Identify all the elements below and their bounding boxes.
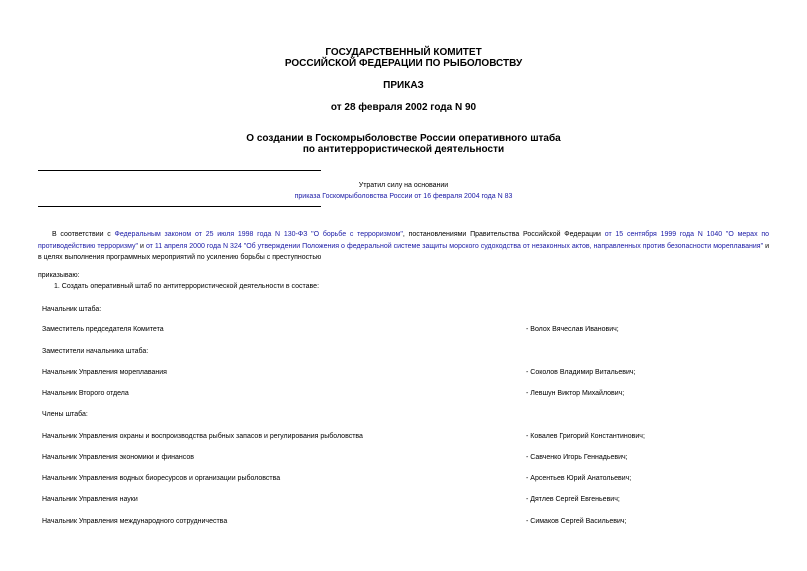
- issuer-line-2: РОССИЙСКОЙ ФЕДЕРАЦИИ ПО РЫБОЛОВСТВУ: [284, 58, 523, 69]
- member-role: Начальник Управления науки: [42, 496, 138, 503]
- member-role: Начальник Управления охраны и воспроизводства рыбных запасов и регулирования рыболовства: [42, 433, 363, 440]
- preamble-text-2: , постановлениями Правительства Российской Федерации: [402, 231, 605, 238]
- resolution-324-link[interactable]: от 11 апреля 2000 года N 324 "Об утверждении Положения о федеральной системе защиты морского судоходства от незаконных актов, направленных против безопасности мореплавания": [145, 242, 764, 250]
- member-role: Начальник Управления мореплавания: [42, 369, 167, 376]
- resolution-1040-link[interactable]: от 15 сентября 1999 года N 1040 "О мерах по противодействию терроризму": [38, 231, 770, 250]
- member-name: - Ковалев Григорий Константинович;: [526, 433, 645, 440]
- member-role: Начальник Второго отдела: [42, 390, 129, 397]
- document-title-line-2: по антитеррористической деятельности: [302, 144, 505, 155]
- document-date-number: от 28 февраля 2002 года N 90: [330, 102, 477, 113]
- order-item-1: 1. Создать оперативный штаб по антитеррористической деятельности в составе:: [54, 283, 320, 290]
- document-type: ПРИКАЗ: [383, 80, 424, 91]
- preamble-paragraph: [38, 229, 769, 264]
- issuer-line-1: ГОСУДАРСТВЕННЫЙ КОМИТЕТ: [325, 47, 482, 58]
- divider-top: [38, 170, 321, 171]
- member-role: Заместители начальника штаба:: [42, 348, 149, 355]
- preamble-text-4: и в целях выполнения программных мероприятий по усилению борьбы с преступностью: [38, 242, 769, 261]
- member-name: - Арсентьев Юрий Анатольевич;: [526, 475, 632, 482]
- member-role: Начальник Управления международного сотрудничества: [42, 518, 228, 525]
- member-role: Заместитель председателя Комитета: [42, 326, 164, 333]
- document-title-line-1: О создании в Госкомрыболовстве России оперативного штаба: [246, 133, 561, 144]
- member-role: Начальник Управления водных биоресурсов и организации рыболовства: [42, 475, 281, 482]
- member-role: Члены штаба:: [42, 411, 88, 418]
- member-name: - Симаков Сергей Васильевич;: [526, 518, 627, 525]
- member-role: Начальник штаба:: [42, 306, 102, 313]
- member-name: - Дятлев Сергей Евгеньевич;: [526, 496, 620, 503]
- member-name: - Савченко Игорь Геннадьевич;: [526, 454, 628, 461]
- divider-bottom: [38, 206, 321, 207]
- preamble-text-3: и: [138, 242, 146, 250]
- member-role: Начальник Управления экономики и финансов: [42, 454, 194, 461]
- order-verb: приказываю:: [38, 272, 80, 279]
- preamble-text-1: В соответствии с: [52, 231, 115, 238]
- repeal-note: Утратил силу на основании: [358, 182, 449, 189]
- repeal-order-link[interactable]: приказа Госкомрыболовства России от 16 февраля 2004 года N 83: [294, 193, 513, 200]
- member-name: - Левшун Виктор Михайлович;: [526, 390, 625, 397]
- federal-law-link[interactable]: Федеральным законом от 25 июля 1998 года N 130-ФЗ "О борьбе с терроризмом": [114, 231, 403, 238]
- member-name: - Соколов Владимир Витальевич;: [526, 369, 636, 376]
- member-name: - Волох Вячеслав Иванович;: [526, 326, 619, 333]
